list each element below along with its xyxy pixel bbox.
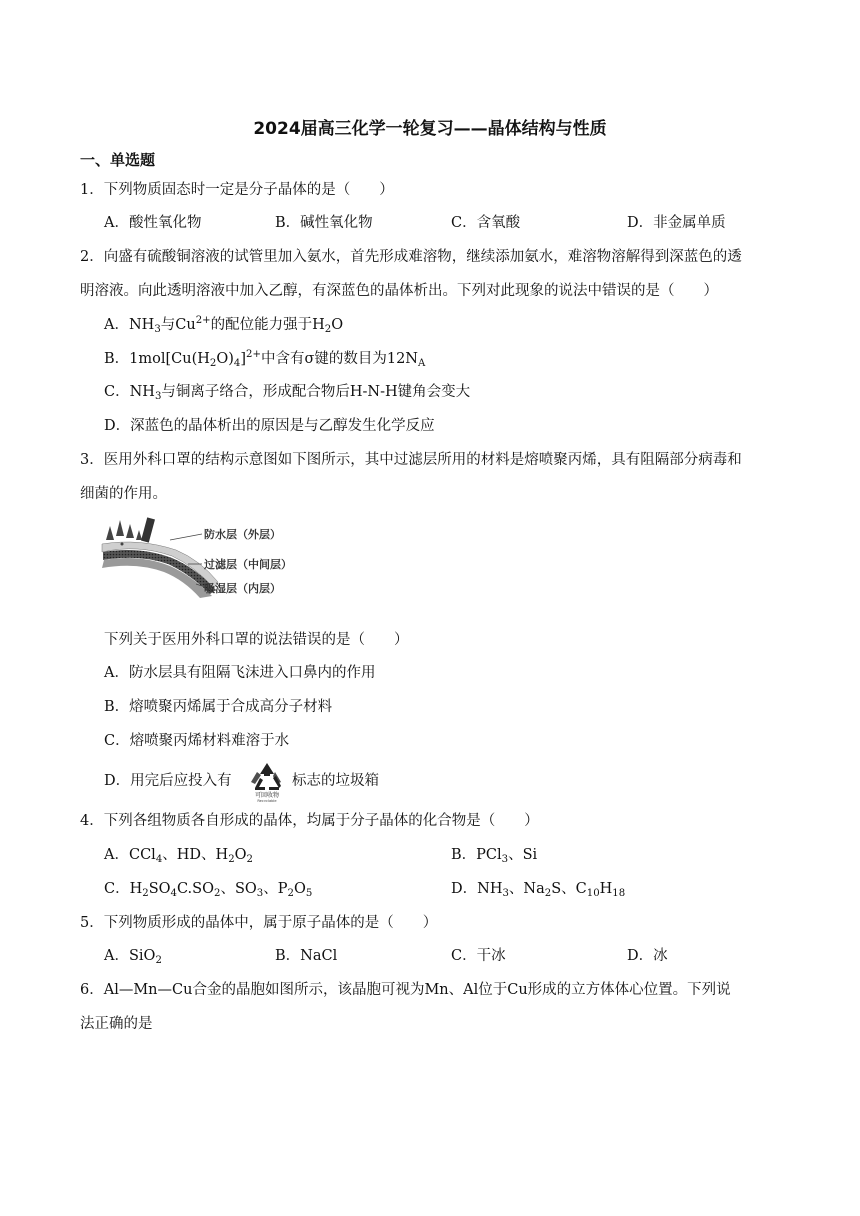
fig-label-absorb: 吸湿层（内层）	[204, 582, 281, 595]
q3-option-d-suffix: 标志的垃圾箱	[292, 773, 379, 789]
recycle-icon	[247, 760, 287, 802]
q3-option-a: A．防水层具有阻隔飞沫进入口鼻内的作用	[104, 665, 376, 681]
q3-stem-line1: 3．医用外科口罩的结构示意图如下图所示，其中过滤层所用的材料是熔喷聚丙烯，具有阻隔部分病毒和	[80, 452, 742, 468]
q5-option-d: D．冰	[627, 948, 668, 964]
q5-option-c: C．干冰	[451, 948, 506, 964]
q1-option-a: A．酸性氧化物	[104, 215, 202, 231]
section-heading: 一、单选题	[80, 151, 156, 169]
q4-stem: 4．下列各组物质各自形成的晶体，均属于分子晶体的化合物是（ ）	[80, 813, 539, 829]
recycle-label-en: Recyclable	[257, 799, 277, 802]
page-title: 2024届高三化学一轮复习——晶体结构与性质	[253, 119, 607, 139]
q2-stem-line2: 明溶液。向此透明溶液中加入乙醇，有深蓝色的晶体析出。下列对此现象的说法中错误的是（ ）	[80, 283, 718, 299]
q5-option-b: B．NaCl	[275, 948, 338, 964]
recycle-label-cn: 可回收物	[254, 792, 280, 799]
q1-option-b: B．碱性氧化物	[275, 215, 373, 231]
q3-stem-line2: 细菌的作用。	[80, 486, 167, 502]
q3-option-b: B．熔喷聚丙烯属于合成高分子材料	[104, 699, 333, 715]
q2-option-a: A．$NH_3$与$Cu^{2+}$的配位能力强于$H_2O$	[104, 315, 344, 335]
q2-option-b: B．$1mol[Cu(H_2O)_4]^{2+}$中含有σ键的数目为$12N_A$	[104, 349, 426, 369]
q2-option-c: C．$NH_3$与铜离子络合，形成配合物后H-N-H键角会变大	[104, 384, 471, 402]
q2-option-d: D．深蓝色的晶体析出的原因是与乙醇发生化学反应	[104, 418, 435, 434]
pen-icon	[141, 517, 155, 542]
q1-stem: 1．下列物质固态时一定是分子晶体的是（ ）	[80, 182, 394, 198]
q3-sub-stem: 下列关于医用外科口罩的说法错误的是（ ）	[104, 632, 409, 648]
fig-label-filter: 过滤层（中间层）	[204, 558, 292, 571]
q5-stem: 5．下列物质形成的晶体中，属于原子晶体的是（ ）	[80, 915, 438, 931]
q4-option-b: B．PCl$_3$、Si	[451, 847, 538, 865]
q6-stem-line2: 法正确的是	[80, 1016, 153, 1032]
q3-option-d-prefix: D．用完后应投入有	[104, 773, 232, 789]
q3-option-c: C．熔喷聚丙烯材料难溶于水	[104, 733, 290, 749]
q6-stem-line1: 6．Al—Mn—Cu合金的晶胞如图所示，该晶胞可视为Mn、Al位于Cu形成的立方体体心位置。下列说	[80, 982, 731, 998]
q4-option-a: A．CCl$_4$、HD、$H_2O_2$	[104, 847, 253, 865]
q4-option-c: C．$H_2SO_4C.SO_2$、$SO_3$、$P_2O_5$	[104, 881, 313, 899]
q1-option-c: C．含氧酸	[451, 215, 521, 231]
mask-structure-figure	[100, 514, 310, 598]
q2-stem-line1: 2．向盛有硫酸铜溶液的试管里加入氨水，首先形成难溶物，继续添加氨水，难溶物溶解得到深蓝色的透	[80, 249, 742, 265]
fig-label-waterproof: 防水层（外层）	[204, 528, 281, 541]
q4-option-d: D．$NH_3$、$Na_2S$、$C_{10}H_{18}$	[451, 881, 626, 899]
q1-option-d: D．非金属单质	[627, 215, 726, 231]
q5-option-a: A．SiO$_2$	[104, 948, 162, 966]
